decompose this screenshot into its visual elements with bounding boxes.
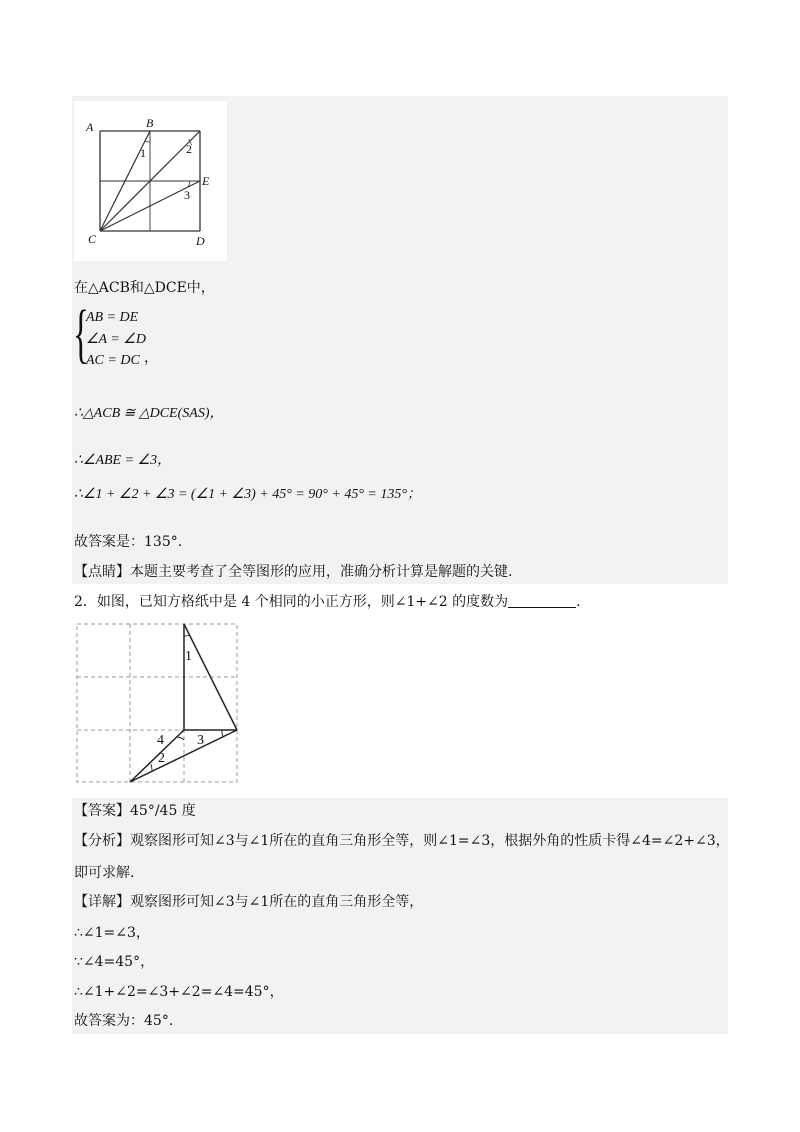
figure-square-grid-abcde bbox=[74, 101, 227, 261]
problem-2-final-answer: 故答案为：45°. bbox=[74, 1013, 174, 1029]
fig1-angle-1: 1 bbox=[140, 146, 146, 160]
system-brace: { bbox=[73, 297, 89, 370]
problem-2-detail-line-3: ∵∠4=45°， bbox=[74, 954, 155, 970]
problem-2-detail-line-4: ∴∠1+∠2=∠3+∠2=∠4=45°， bbox=[74, 984, 284, 1000]
angle-sum: ∴∠1 + ∠2 + ∠3 = (∠1 + ∠3) + 45° = 90° + 45° = 135°； bbox=[74, 487, 421, 502]
fig1-label-C: C bbox=[88, 232, 97, 246]
answer-blank bbox=[508, 593, 576, 608]
solution-1-answer: 故答案是：135°. bbox=[74, 534, 183, 550]
problem-2-analysis-line-2: 即可求解. bbox=[74, 865, 135, 881]
figure-grid-triangles bbox=[74, 620, 240, 784]
fig1-label-B: B bbox=[146, 116, 154, 130]
solution-1-intro: 在△ACB和△DCE中， bbox=[74, 280, 215, 296]
fig1-label-D: D bbox=[196, 234, 205, 248]
fig2-angle-2: 2 bbox=[158, 751, 165, 766]
problem-2-analysis-line-1: 【分析】观察图形可知∠3与∠1所在的直角三角形全等，则∠1=∠3，根据外角的性质卡得∠4=∠2+∠3， bbox=[74, 833, 730, 849]
fig1-label-E: E bbox=[202, 174, 210, 188]
figure-1-svg bbox=[74, 101, 227, 261]
problem-2-question-text: 2．如图，已知方格纸中是 4 个相同的小正方形，则∠1+∠2 的度数为 bbox=[74, 594, 509, 610]
system-line-1: AB = DE bbox=[86, 310, 139, 325]
system-line-2: ∠A = ∠D bbox=[86, 332, 146, 347]
fig1-angle-2: 2 bbox=[186, 142, 192, 156]
fig1-label-A: A bbox=[86, 120, 94, 134]
solution-1-comment: 【点睛】本题主要考查了全等图形的应用，准确分析计算是解题的关键. bbox=[74, 564, 513, 580]
fig2-angle-1: 1 bbox=[185, 649, 192, 664]
figure-2-svg bbox=[74, 620, 240, 784]
problem-2-detail-line-2: ∴∠1=∠3， bbox=[74, 925, 150, 941]
fig2-angle-3: 3 bbox=[197, 733, 204, 748]
problem-2-detail-line-1: 【详解】观察图形可知∠3与∠1所在的直角三角形全等， bbox=[74, 894, 424, 910]
system-end-comma: ， bbox=[144, 350, 158, 366]
system-line-3: AC = DC bbox=[86, 353, 140, 368]
fig2-angle-4: 4 bbox=[157, 733, 164, 748]
angle-equality: ∴∠ABE = ∠3， bbox=[74, 453, 172, 468]
problem-2-answer: 【答案】45°/45 度 bbox=[74, 803, 196, 819]
fig1-angle-3: 3 bbox=[184, 188, 190, 202]
congruence-statement: ∴△ACB ≅ △DCE(SAS)， bbox=[74, 406, 224, 421]
problem-2-question bbox=[74, 593, 581, 611]
problem-2-question-end: . bbox=[576, 594, 581, 610]
